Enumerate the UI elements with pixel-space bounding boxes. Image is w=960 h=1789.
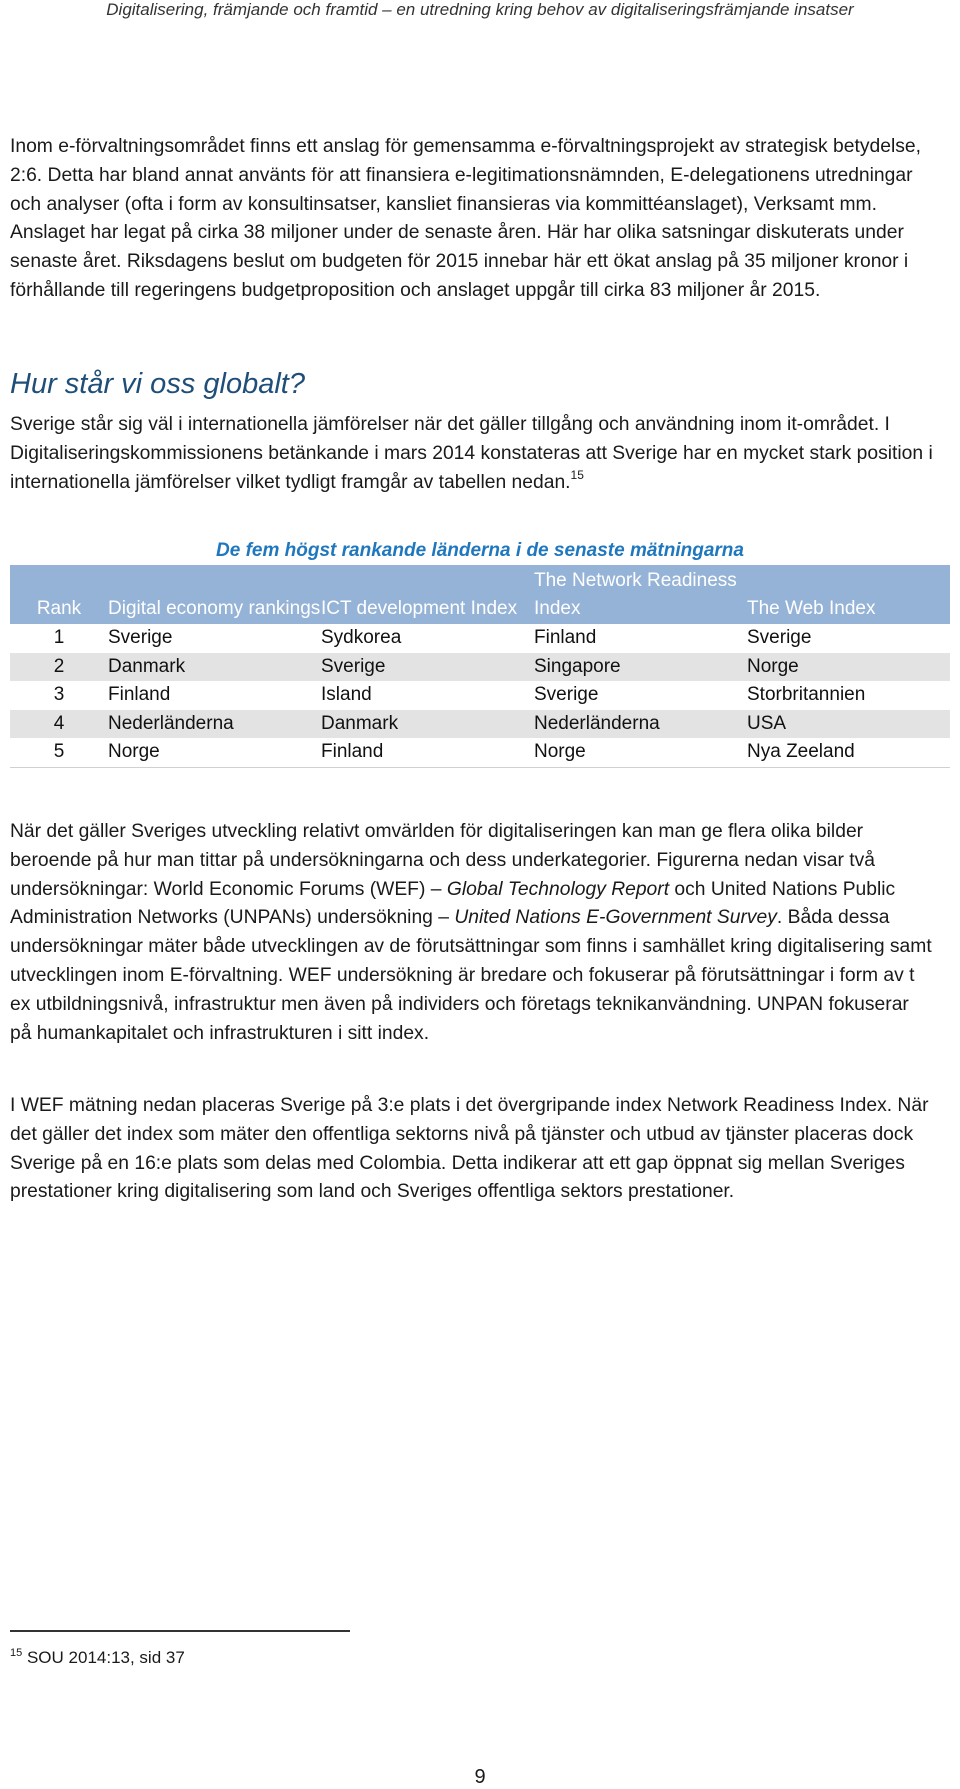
paragraph-global-text: Sverige står sig väl i internationella jämförelser när det gäller tillgång och användning inom it-området. I Digitaliseringskommissionens betänkande i mars 2014 konstateras att Sverige har en mycket stark position i internationella jämförelser vilket tydligt framgår av tabellen nedan. — [10, 414, 933, 493]
footnote-divider — [10, 1630, 350, 1632]
table-cell: Sydkorea — [321, 627, 402, 649]
table-cell: Singapore — [534, 653, 747, 682]
rank-cell: 1 — [53, 627, 65, 649]
page-number: 9 — [474, 1766, 486, 1788]
footnote-ref[interactable]: 15 — [570, 467, 584, 482]
table-cell: Sverige — [534, 684, 599, 706]
table-cell: Sverige — [108, 627, 173, 649]
table-cell: Finland — [108, 684, 171, 706]
table-cell: Norge — [534, 738, 747, 767]
table-header-row — [10, 565, 950, 624]
paragraph-surveys-text-1: När det gäller Sveriges utveckling relativt omvärlden för digitaliseringen kan man ge flera olika bilder beroende på hur man tittar på undersökningarna och dess underkategorier. Figurerna nedan visar två undersökningar: World Economic Forums (WEF) – — [10, 821, 875, 900]
table-cell: Island — [321, 684, 372, 706]
paragraph-surveys-text-2: och United Nations Public Administration Networks (UNPANs) undersökning – — [10, 878, 896, 929]
table-cell: USA — [747, 710, 950, 739]
table-cell: Danmark — [321, 710, 534, 739]
table-cell: Sverige — [747, 627, 812, 649]
paragraph-wef-ranking: I WEF mätning nedan placeras Sverige på 3:e plats i det övergripande index Network Readiness Index. När det gäller det index som mäter den offentliga sektorns nivå på tjänster och utbud av tjänster placeras dock Sverige på en 16:e plats som delas med Colombia. Detta indikerar att ett gap öppnat sig mellan Sveriges prestationer kring digitalisering som land och Sveriges offentliga sektors prestationer. — [10, 1095, 929, 1203]
table-caption: De fem högst rankande länderna i de senaste mätningarna — [216, 540, 744, 561]
footnote — [10, 1646, 185, 1670]
paragraph-surveys — [10, 818, 935, 1048]
table-cell: Danmark — [108, 653, 321, 682]
table-row — [10, 681, 950, 710]
rank-cell: 4 — [10, 710, 108, 739]
table-cell: Finland — [534, 627, 597, 649]
paragraph-global — [10, 411, 935, 497]
table-cell: Storbritannien — [747, 684, 866, 706]
table-cell: Finland — [321, 738, 534, 767]
column-header-network-readiness: The Network Readiness Index — [534, 565, 747, 624]
ranking-table — [10, 565, 950, 768]
report-title-un: United Nations E-Government Survey — [454, 907, 777, 929]
table-cell: Sverige — [321, 653, 534, 682]
table-cell: Nya Zeeland — [747, 738, 950, 767]
column-header-web-index: The Web Index — [747, 565, 950, 624]
table-row — [10, 624, 950, 653]
report-title-wef: Global Technology Report — [446, 878, 670, 900]
column-header-rank: Rank — [10, 565, 108, 624]
running-header: Digitalisering, främjande och framtid – en utredning kring behov av digitaliseringsfrämjande insatser — [106, 0, 854, 19]
section-heading: Hur står vi oss globalt? — [10, 368, 305, 400]
table-cell: Norge — [747, 653, 950, 682]
footnote-text: SOU 2014:13, sid 37 — [22, 1648, 185, 1667]
table-row — [10, 653, 950, 682]
footnote-number: 15 — [10, 1647, 23, 1659]
rank-cell: 3 — [53, 684, 65, 706]
rank-cell: 5 — [10, 738, 108, 767]
rank-cell: 2 — [10, 653, 108, 682]
table-row — [10, 710, 950, 739]
paragraph-budget: Inom e-förvaltningsområdet finns ett anslag för gemensamma e-förvaltningsprojekt av strategisk betydelse, 2:6. Detta har bland annat använts för att finansiera e-legitimationsnämnden, E-delegationens utredningar och analyser (ofta i form av konsultinsatser, kansliet finansieras via kommittéanslaget), Verksamt mm. Anslaget har legat på cirka 38 miljoner under de senaste åren. Här har olika satsningar diskuterats under senaste året. Riksdagens beslut om budgeten för 2015 innebar här ett ökat anslag på 35 miljoner kronor i förhållande till regeringens budgetproposition och anslaget uppgår till cirka 83 miljoner år 2015. — [10, 136, 921, 301]
table-row — [10, 738, 950, 767]
column-header-ict-development: ICT development Index — [321, 565, 534, 624]
table-cell: Nederländerna — [534, 710, 747, 739]
table-cell: Norge — [108, 738, 321, 767]
paragraph-surveys-text-3: . Båda dessa undersökningar mäter både utvecklingen av de förutsättningar som finns i samhället kring digitalisering samt utvecklingen inom E-förvaltning. WEF undersökning är bredare och fokuserar på förutsättningar i form av t ex utbildningsnivå, infrastruktur men även på individers och företags teknikanvändning. UNPAN fokuserar på humankapitalet och infrastrukturen i sitt index. — [10, 907, 932, 1044]
column-header-digital-economy: Digital economy rankings — [108, 565, 321, 624]
table-cell: Nederländerna — [108, 710, 321, 739]
